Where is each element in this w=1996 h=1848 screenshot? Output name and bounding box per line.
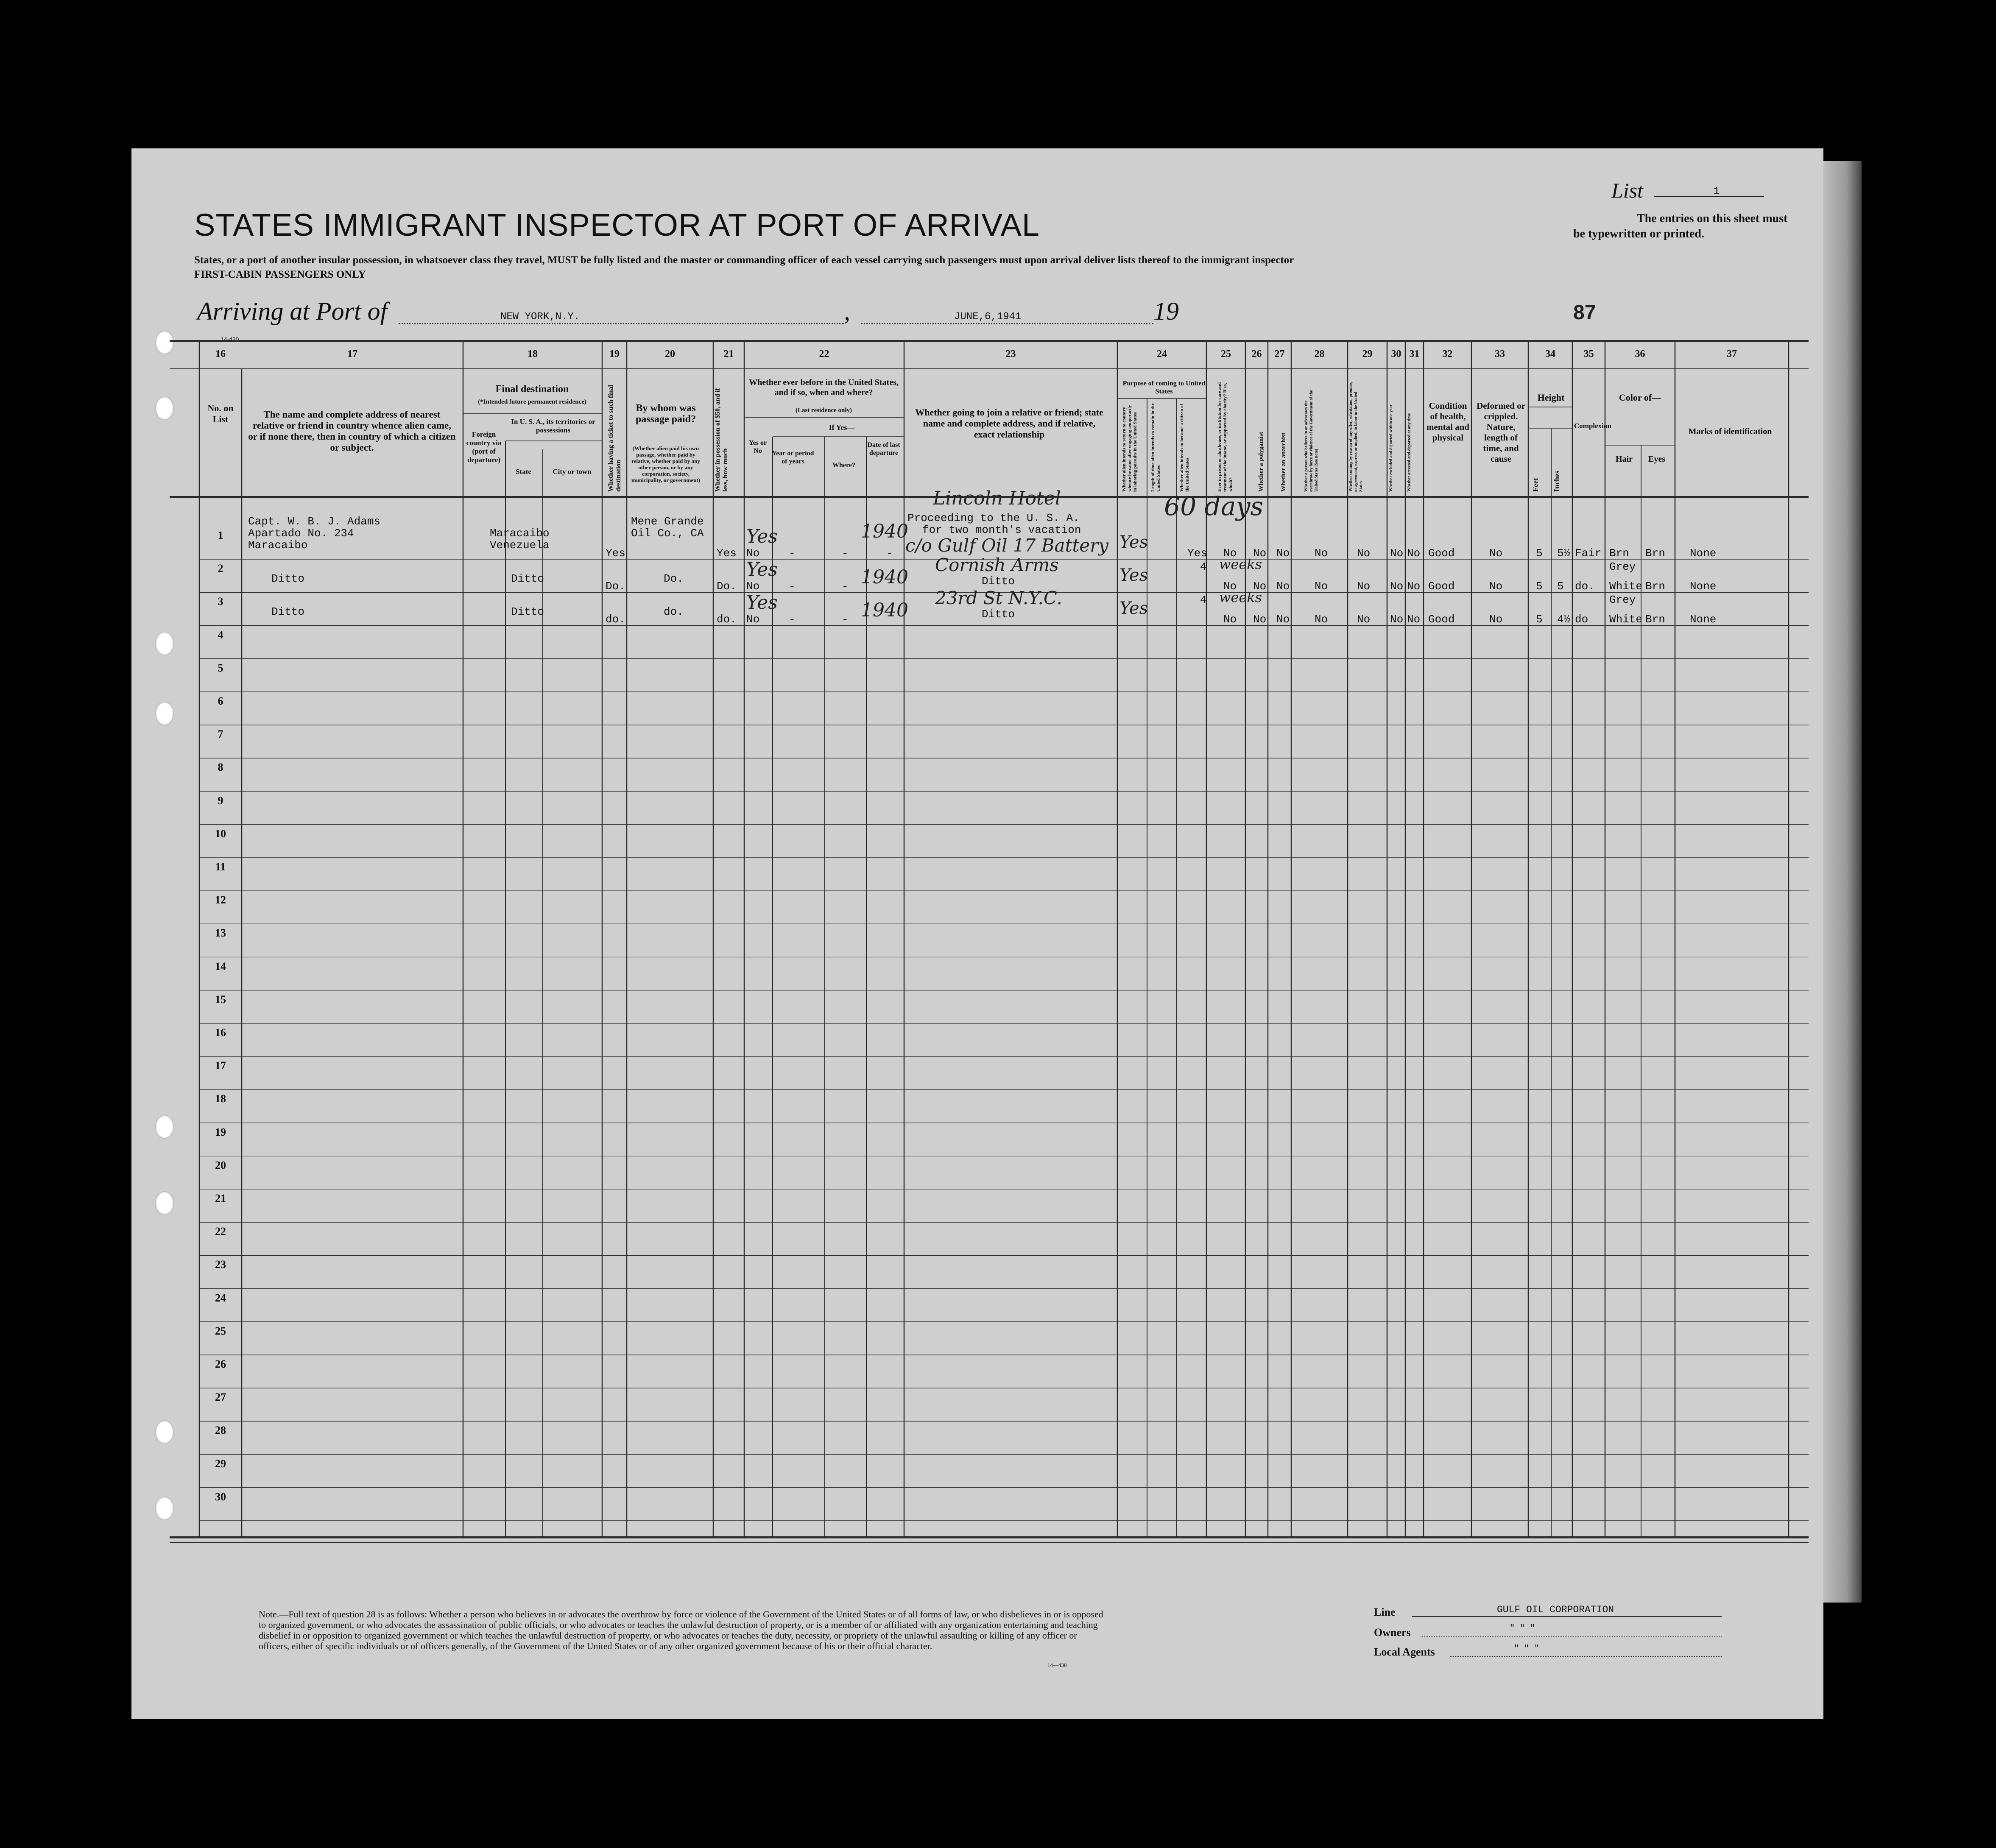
condition: Good <box>1428 613 1455 626</box>
prison: No <box>1223 580 1237 593</box>
owners-label: Owners <box>1374 1626 1411 1639</box>
joining-ditto: Ditto <box>982 575 1015 588</box>
header-year-period: Year or period of years <box>772 450 814 465</box>
height-feet: 5 <box>1536 613 1543 626</box>
header-height: Height <box>1537 392 1565 403</box>
year-period: - <box>789 547 796 560</box>
ever-before-handwritten: Yes <box>746 559 778 580</box>
header-prison: Ever in prison or almshouse, or institution for care and treatment of the insane, or supported by charity? If so, which? <box>1217 382 1233 492</box>
sheet-number: 87 <box>1573 301 1596 324</box>
row-number: 8 <box>218 761 223 774</box>
row-number: 18 <box>215 1093 226 1105</box>
row-number: 25 <box>215 1324 226 1337</box>
joining-ditto: Ditto <box>982 608 1015 621</box>
column-number-31: 31 <box>1409 348 1420 360</box>
header-yes-no: Yes or No <box>748 439 767 454</box>
header-joining: Whether going to join a relative or friend; state name and complete address, and if relative, exact relationship <box>915 407 1103 440</box>
form-code-top: 14-430 <box>221 336 239 343</box>
ever-before: No <box>746 547 760 560</box>
header-ever-before: Whether ever before in the United States, and if so, when and where? <box>749 378 899 397</box>
q31: No <box>1407 580 1421 593</box>
citizen: Yes <box>1187 547 1207 560</box>
date-last-handwritten: 1940 <box>861 521 908 542</box>
by-whom-ditto: Do. <box>664 572 684 585</box>
column-number-37: 37 <box>1727 348 1737 360</box>
anarchist: No <box>1276 580 1290 593</box>
row-number: 2 <box>218 562 223 575</box>
line-label: Line <box>1374 1606 1396 1618</box>
ticket: Do. <box>606 580 625 593</box>
header-relative: The name and complete address of nearest relative or friend in country whence alien came, or if none there, then in country of which a citizen or subject. <box>248 409 456 453</box>
q31: No <box>1407 547 1421 560</box>
column-number-20: 20 <box>665 348 675 360</box>
eyes: Brn <box>1645 547 1665 560</box>
column-number-24: 24 <box>1157 348 1167 360</box>
column-number-34: 34 <box>1545 348 1555 360</box>
column-number-19: 19 <box>609 348 620 360</box>
q30: No <box>1390 547 1404 560</box>
q29: No <box>1357 547 1371 560</box>
header-where: Where? <box>832 462 855 469</box>
form-subtitle-2: FIRST-CABIN PASSENGERS ONLY <box>194 269 366 280</box>
header-purpose-a: Whether alien intends to return to country whence he came after engaging temporarily in laboring pursuits in the United States <box>1122 405 1138 492</box>
entries-note-1: The entries on this sheet must <box>1637 212 1788 225</box>
joining-handwritten: 23rd St N.Y.C. <box>935 588 1062 608</box>
header-date-last: Date of last departure <box>867 441 900 457</box>
polygamist: No <box>1253 580 1267 593</box>
relative-ditto: Ditto <box>271 605 305 618</box>
where: - <box>842 580 849 593</box>
header-by-whom-sub: (Whether alien paid his own passage, whether paid by relative, whether paid by any other person, or by any corporation, society, municipality, or government) <box>631 445 700 483</box>
column-number-30: 30 <box>1391 348 1401 360</box>
row-number: 29 <box>215 1457 226 1470</box>
header-q31: Whether arrested and deported at any time <box>1407 413 1412 492</box>
column-number-16: 16 <box>215 348 226 360</box>
header-state: State <box>516 468 531 476</box>
column-number-33: 33 <box>1495 348 1505 360</box>
marks: None <box>1690 613 1717 626</box>
row-number: 21 <box>215 1192 226 1204</box>
height-feet: 5 <box>1536 580 1543 593</box>
relative-line-2: Apartado No. 234 <box>248 527 354 540</box>
column-number-22: 22 <box>819 348 829 360</box>
complexion: do <box>1575 613 1588 626</box>
date-last-handwritten: 1940 <box>861 566 908 588</box>
q30: No <box>1390 580 1404 593</box>
q29: No <box>1357 613 1371 626</box>
ever-before-handwritten: Yes <box>746 526 778 547</box>
where: - <box>842 613 849 626</box>
row-number: 22 <box>215 1225 226 1238</box>
hair-top: Grey <box>1609 594 1636 606</box>
column-number-36: 36 <box>1635 348 1645 360</box>
q31: No <box>1407 613 1421 626</box>
column-number-23: 23 <box>1005 348 1016 360</box>
agents-label: Local Agents <box>1374 1646 1435 1658</box>
height-inches: 5 <box>1557 580 1564 593</box>
complexion: Fair <box>1575 547 1602 560</box>
header-final-destination-sub: (*Intended future permanent residence) <box>478 399 586 405</box>
q28: No <box>1315 547 1328 560</box>
joining-handwritten: Cornish Arms <box>935 555 1059 575</box>
row-number: 7 <box>218 728 223 741</box>
ticket: Yes <box>606 547 625 560</box>
arriving-label: Arriving at Port of <box>197 297 388 325</box>
list-label: List <box>1611 178 1644 202</box>
anarchist: No <box>1276 547 1290 560</box>
fifty-dollars: Yes <box>717 547 737 560</box>
footer-note: Note.—Full text of question 28 is as follows: Whether a person who believes in or advocates the overthrow by force or violence of the Government of the United States or of all forms of law, or who disbelieves in or is opposed to organized government, or who advocates the assassination of public officials, or who advocates or teaches the unlawful destruction of property, or is a member of or affiliated with any organization entertaining and teaching disbelief in or opposition to organized government or which teaches the unlawful destruction of property, or who advocates or teaches the duty, necessity, or propriety of the unlawful assaulting or killing of any officer or officers, either of specific individuals or of officers generally, of the Government of the United States or of any other organized government because of his or their official character. <box>259 1609 1103 1651</box>
header-marks: Marks of identification <box>1688 427 1772 436</box>
header-purpose-b: Length of time alien intends to remain in the United States <box>1150 403 1161 492</box>
height-feet: 5 <box>1536 547 1543 560</box>
header-purpose-c: Whether alien intends to become a citizen of the United States <box>1179 404 1190 492</box>
list-value: 1 <box>1713 185 1720 198</box>
eyes: Brn <box>1645 613 1665 626</box>
row-number: 24 <box>215 1291 226 1304</box>
by-whom-line-2: Oil Co., CA <box>631 527 704 540</box>
hair: Brn <box>1609 547 1629 560</box>
joining-line-1: Proceeding to the U. S. A. <box>907 512 1080 524</box>
row-number: 6 <box>218 695 223 707</box>
line-value: GULF OIL CORPORATION <box>1497 1604 1614 1615</box>
where: - <box>842 547 849 560</box>
port-value: NEW YORK,N.Y. <box>500 311 580 323</box>
condition: Good <box>1428 580 1455 593</box>
hair: White <box>1609 613 1643 626</box>
length-handwritten: weeks <box>1219 556 1262 572</box>
relative-line-1: Capt. W. B. J. Adams <box>248 515 381 528</box>
q28: No <box>1315 580 1328 593</box>
comma: , <box>844 297 850 325</box>
by-whom-line-1: Mene Grande <box>631 515 704 528</box>
by-whom-ditto: do. <box>664 605 684 618</box>
column-number-32: 32 <box>1442 348 1453 360</box>
column-number-35: 35 <box>1583 348 1594 360</box>
header-hair: Hair <box>1616 454 1633 464</box>
row-number: 3 <box>218 595 223 608</box>
column-number-29: 29 <box>1362 348 1373 360</box>
purpose-handwritten: Yes <box>1119 566 1148 585</box>
agents-value: " " " <box>1514 1644 1540 1654</box>
date-value: JUNE,6,1941 <box>954 311 1022 323</box>
header-fifty: Whether in possession of $50, and if less, how much <box>714 388 729 492</box>
hair-top: Grey <box>1609 560 1636 573</box>
form-title: STATES IMMIGRANT INSPECTOR AT PORT OF ARRIVAL <box>194 207 1040 242</box>
header-q28: Whether a person who believes in or advocates the overthrow by force or violence of the Government of the United States (See note) <box>1304 390 1319 492</box>
joining-line-2: for two month's vacation <box>922 524 1081 536</box>
header-final-destination: Final destination <box>495 384 569 395</box>
marks: None <box>1690 547 1717 560</box>
row-number: 30 <box>215 1490 226 1503</box>
hair: White <box>1609 580 1643 593</box>
length-handwritten: weeks <box>1219 589 1262 605</box>
header-color-of: Color of— <box>1619 392 1661 403</box>
complexion: do. <box>1575 580 1595 593</box>
foreign-country-ditto: Ditto <box>511 572 544 585</box>
q29: No <box>1357 580 1371 593</box>
header-polygamist: Whether a polygamist <box>1258 432 1265 492</box>
row-number: 4 <box>218 628 223 641</box>
header-no-on-list: No. on List <box>207 403 234 424</box>
deformed: No <box>1489 613 1503 626</box>
header-feet: Feet <box>1531 478 1540 492</box>
polygamist: No <box>1253 547 1267 560</box>
deformed: No <box>1489 547 1503 560</box>
header-by-whom: By whom was passage paid? <box>635 403 696 425</box>
header-city: City or town <box>553 468 592 476</box>
header-eyes: Eyes <box>1648 454 1665 464</box>
prison: No <box>1223 547 1237 560</box>
header-q29: Whether coming by reason of any offer, solicitation, promise, or agreement, express or implied, to labor in the United States <box>1348 382 1363 492</box>
length-handwritten: 60 days <box>1164 492 1264 521</box>
row-number: 26 <box>215 1358 226 1370</box>
polygamist: No <box>1253 613 1267 626</box>
column-number-26: 26 <box>1251 348 1262 360</box>
q28: No <box>1315 613 1328 626</box>
deformed: No <box>1489 580 1503 593</box>
ever-before: No <box>746 613 760 626</box>
fifty-dollars: do. <box>717 613 737 626</box>
year-period: - <box>789 613 796 626</box>
header-deformed: Deformed or crippled. Nature, length of time, and cause <box>1477 401 1525 464</box>
column-number-21: 21 <box>723 348 734 360</box>
eyes: Brn <box>1645 580 1665 593</box>
row-number: 13 <box>215 927 226 939</box>
year-period: - <box>789 580 796 593</box>
height-inches: 5½ <box>1557 547 1571 560</box>
ever-before-handwritten: Yes <box>746 592 778 613</box>
row-number: 10 <box>215 827 226 840</box>
anarchist: No <box>1276 613 1290 626</box>
row-number: 19 <box>215 1126 226 1138</box>
line-underline <box>1412 1616 1722 1617</box>
date-last-handwritten: 1940 <box>861 599 908 621</box>
row-number: 1 <box>218 529 223 541</box>
prison: No <box>1223 613 1237 626</box>
header-in-usa: In U. S. A., its territories or possessions <box>511 418 595 434</box>
column-number-25: 25 <box>1221 348 1231 360</box>
purpose-handwritten: Yes <box>1119 599 1148 618</box>
condition: Good <box>1428 547 1455 560</box>
row-number: 11 <box>215 861 226 873</box>
relative-line-3: Maracaibo <box>248 539 308 552</box>
length-number: 4 <box>1200 560 1207 573</box>
header-foreign-country: Foreign country via (port of departure) <box>466 430 502 464</box>
row-number: 12 <box>215 894 226 906</box>
joining-handwritten-1: Lincoln Hotel <box>933 488 1061 509</box>
row-number: 14 <box>215 960 226 973</box>
foreign-country-line-2: Venezuela <box>490 539 550 552</box>
form-subtitle: States, or a port of another insular possession, in whatsoever class they travel, MUST be fully listed and the master or commanding officer of each vessel carrying such passengers must upon arrival deliver lists thereof to the immigrant inspector <box>194 254 1294 266</box>
date-last: - <box>886 547 893 560</box>
ticket: do. <box>606 613 625 626</box>
header-complexion: Complexion <box>1574 422 1611 430</box>
relative-ditto: Ditto <box>271 572 305 585</box>
row-number: 28 <box>215 1424 226 1437</box>
header-ticket: Whether having a ticket to such final destination <box>607 385 622 492</box>
column-number-27: 27 <box>1274 348 1285 360</box>
agents-underline <box>1450 1656 1722 1657</box>
owners-value: " " " <box>1510 1624 1535 1633</box>
header-q30: Whether excluded and deported within one year <box>1389 404 1393 492</box>
header-ever-before-sub: (Last residence only) <box>795 407 852 414</box>
foreign-country-ditto: Ditto <box>511 605 544 618</box>
row-number: 15 <box>215 993 226 1006</box>
row-number: 27 <box>215 1391 226 1404</box>
header-if-yes: If Yes— <box>829 423 855 432</box>
header-anarchist: Whether an anarchist <box>1280 432 1287 492</box>
fifty-dollars: Do. <box>717 580 737 593</box>
purpose-handwritten: Yes <box>1119 532 1148 552</box>
column-number-18: 18 <box>528 348 538 360</box>
year-label: 19 <box>1153 297 1179 325</box>
row-number: 16 <box>215 1026 226 1039</box>
entries-note-2: be typewritten or printed. <box>1573 227 1704 240</box>
owners-underline <box>1421 1636 1722 1637</box>
foreign-country-line-1: Maracaibo <box>490 527 550 540</box>
column-number-17: 17 <box>347 348 357 360</box>
ever-before: No <box>746 580 760 593</box>
row-number: 23 <box>215 1258 226 1271</box>
header-purpose: Purpose of coming to United States <box>1122 380 1206 395</box>
footer-form-code: 14—430 <box>1047 1662 1067 1668</box>
row-number: 9 <box>218 794 223 807</box>
row-number: 20 <box>215 1159 226 1171</box>
header-inches: Inches <box>1552 470 1561 492</box>
joining-handwritten-2: c/o Gulf Oil 17 Battery <box>905 535 1109 556</box>
column-number-28: 28 <box>1314 348 1325 360</box>
row-number: 17 <box>215 1059 226 1072</box>
q30: No <box>1390 613 1404 626</box>
header-condition: Condition of health, mental and physical <box>1427 401 1469 443</box>
length-number: 4 <box>1200 594 1207 606</box>
row-number: 5 <box>218 661 223 674</box>
marks: None <box>1690 580 1717 593</box>
height-inches: 4½ <box>1557 613 1571 626</box>
